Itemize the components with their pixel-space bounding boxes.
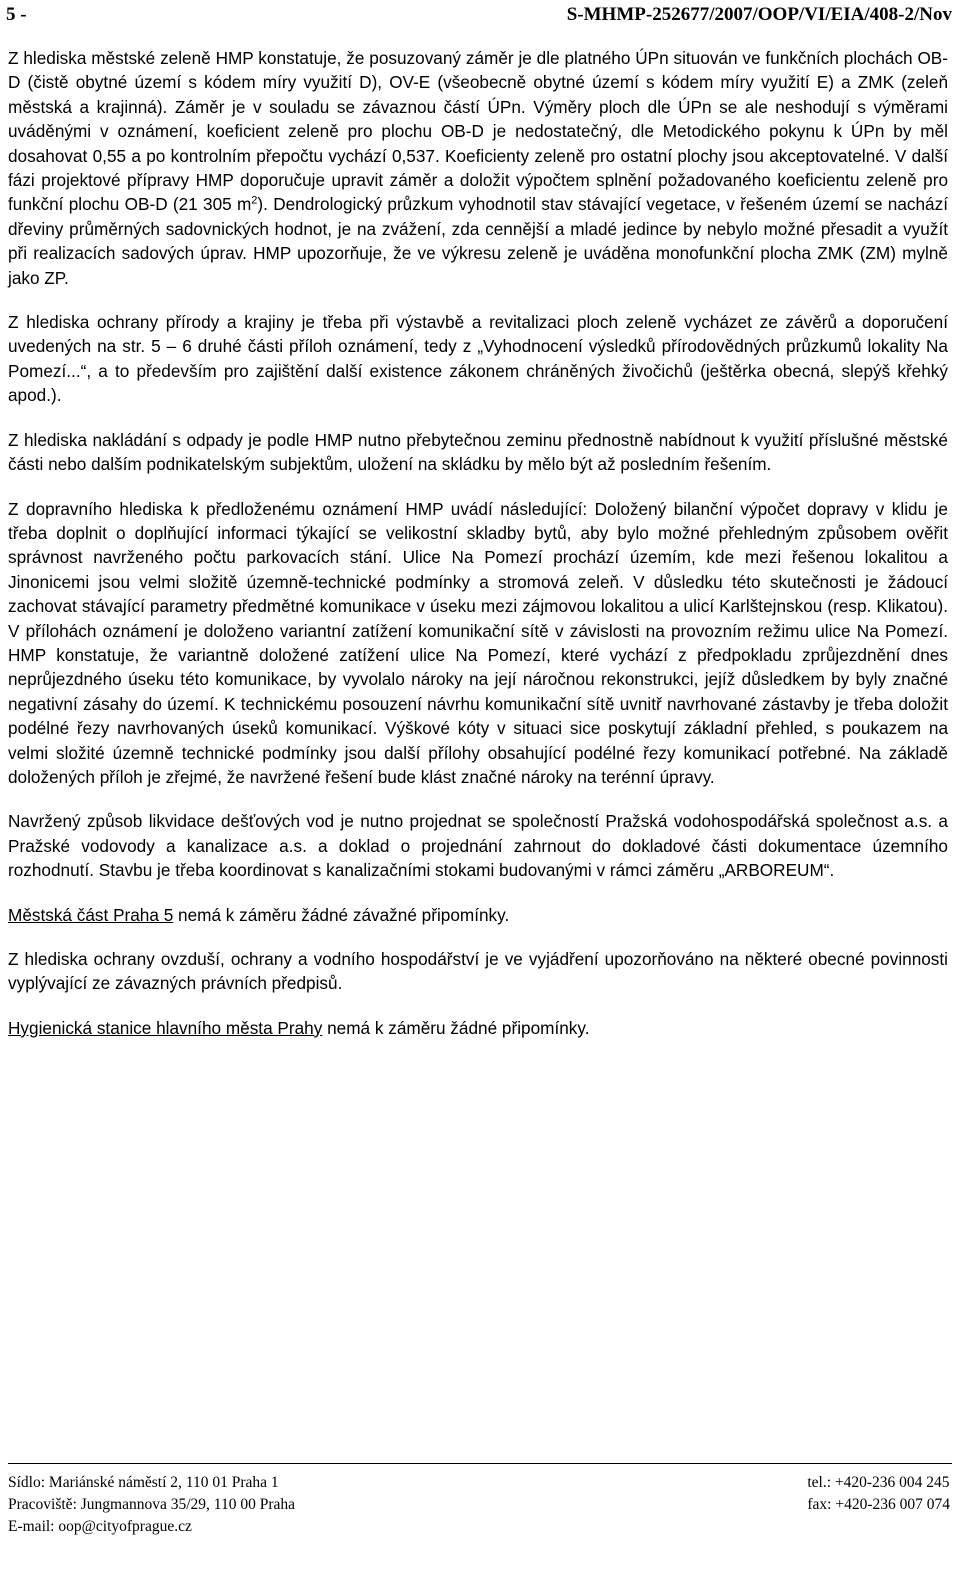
paragraph-hygiene-station [8,1016,948,1040]
page-footer [8,1463,952,1535]
footer-fax: fax: +420-236 007 074 [807,1496,950,1513]
footer-phone: tel.: +420-236 004 245 [807,1474,950,1491]
paragraph-prague5 [8,903,948,927]
paragraph-air-protection: Z hlediska ochrany ovzduší, ochrany a vodního hospodářství je ve vyjádření upozorňováno na některé obecné povinnosti vyplývající ze závazných právních předpisů. [8,949,948,994]
underlined-entity: Městská část Praha 5 [8,904,174,925]
paragraph-transport: Z dopravního hlediska k předloženému oznámení HMP uvádí následující: Doložený bilanční výpočet dopravy v klidu je třeba doplnit o doplňující informaci týkající se velikostní skladby bytů, aby bylo možné přehledným způsobem ověřit správnost navrženého počtu parkovacích stání. Ulice Na Pomezí prochází územím, kde mezi řešenou lokalitou a Jinonicemi jsou velmi složitě územně-technické podmínky a stromová zeleň. V důsledku této skutečnosti je žádoucí zachovat stávající parametry předmětné komunikace v úseku mezi zájmovou lokalitou a ulicí Karlštejnskou (resp. Klikatou). V přílohách oznámení je doloženo variantní zatížení komunikační sítě v závislosti na provozním režimu ulice Na Pomezí. HMP konstatuje, že variantně doložené zatížení ulice Na Pomezí, které vychází z předpokladu zprůjezdnění dnes neprůjezdného úseku této komunikace, by vyvolalo nároky na její náročnou rekonstrukci, jejíž důsledkem by byly značné negativní zásahy do území. K technickému posouzení návrhu komunikační sítě uvnitř navrhované zástavby je třeba doložit podélné řezy navrhovaných úseků komunikací. Výškové kóty v situaci sice poskytují základní přehled, s poukazem na velmi složité územně technické podmínky jsou další přílohy obsahující podélné řezy komunikací potřebné. Na základě doložených příloh je zřejmé, že navržené řešení bude klást značné nároky na terénní úpravy. [8,498,948,787]
document-reference: S-MHMP-252677/2007/OOP/VI/EIA/408-2/Nov [566,4,952,25]
paragraph-text: Z hlediska městské zeleně HMP konstatuje, že posuzovaný záměr je dle platného ÚPn situován ve funkčních plochách OB-D (čistě obytné území s kódem míry využití D), OV-E (všeobecně obytné území s kódem míry využití E) a ZMK (zeleň městská a krajinná). Záměr je v souladu se závaznou částí ÚPn. Výměry ploch dle ÚPn se ale neshodují s výměrami uváděnými v oznámení, koeficient zeleně pro plochu OB-D je nedostatečný, dle Metodického pokynu k ÚPn by měl dosahovat 0,55 a po kontrolním přepočtu vychází 0,537. Koeficienty zeleně pro ostatní plochy jsou akceptovatelné. V další fázi projektové přípravy HMP doporučuje upravit záměr a doložit výpočtem splnění požadovaného koeficientu zeleně pro funkční plochu OB-D (21 305 m [8,48,948,215]
paragraph-text: nemá k záměru žádné připomínky. [322,1017,590,1038]
page-header [6,4,952,30]
document-body [8,46,948,1060]
paragraph-nature-protection: Z hlediska ochrany přírody a krajiny je třeba při výstavbě a revitalizaci ploch zeleně vycházet ze závěrů a doporučení uvedených na str. 5 – 6 druhé části příloh oznámení, tedy z „Vyhodnocení výsledků přírodovědných průzkumů lokality Na Pomezí...“, a to především pro zajištění další existence zákonem chráněných živočichů (ještěrka obecná, slepýš křehký apod.). [8,312,948,406]
underlined-entity: Hygienická stanice hlavního města Prahy [8,1017,323,1038]
footer-address [8,1472,295,1538]
footer-workplace: Pracoviště: Jungmannova 35/29, 110 00 Praha [8,1496,295,1513]
paragraph-waste: Z hlediska nakládání s odpady je podle HMP nutno přebytečnou zeminu přednostně nabídnout k využití příslušné městské části nebo dalším podnikatelským subjektům, uložení na skládku by mělo být až posledním řešením. [8,429,948,475]
footer-contacts [807,1472,950,1516]
footer-seat: Sídlo: Mariánské náměstí 2, 110 01 Praha 1 [8,1474,279,1491]
paragraph-text: ). Dendrologický průzkum vyhodnotil stav stávající vegetace, v řešeném území se nachází dřeviny průměrných sadovnických hodnot, je na zvážení, zda cennější a mladé jedince by nebylo možné přesadit a využít při realizacích sadových úprav. HMP upozorňuje, že ve výkresu zeleně je uváděna monofunkční plocha ZMK (ZM) mylně jako ZP. [8,194,948,288]
page-number: 5 - [6,4,27,25]
paragraph-text: nemá k záměru žádné závažné připomínky. [173,904,510,925]
paragraph-rainwater: Navržený způsob likvidace dešťových vod je nutno projednat se společností Pražská vodohospodářská společnost a.s. a Pražské vodovody a kanalizace a.s. a doklad o projednání zahrnout do dokladové části dokumentace územního rozhodnutí. Stavbu je třeba koordinovat s kanalizačními stokami budovanými v rámci záměru „ARBOREUM“. [8,811,948,881]
footer-email: E-mail: oop@cityofprague.cz [8,1518,192,1535]
superscript: 2 [251,194,258,207]
paragraph-city-greenery [8,46,948,290]
